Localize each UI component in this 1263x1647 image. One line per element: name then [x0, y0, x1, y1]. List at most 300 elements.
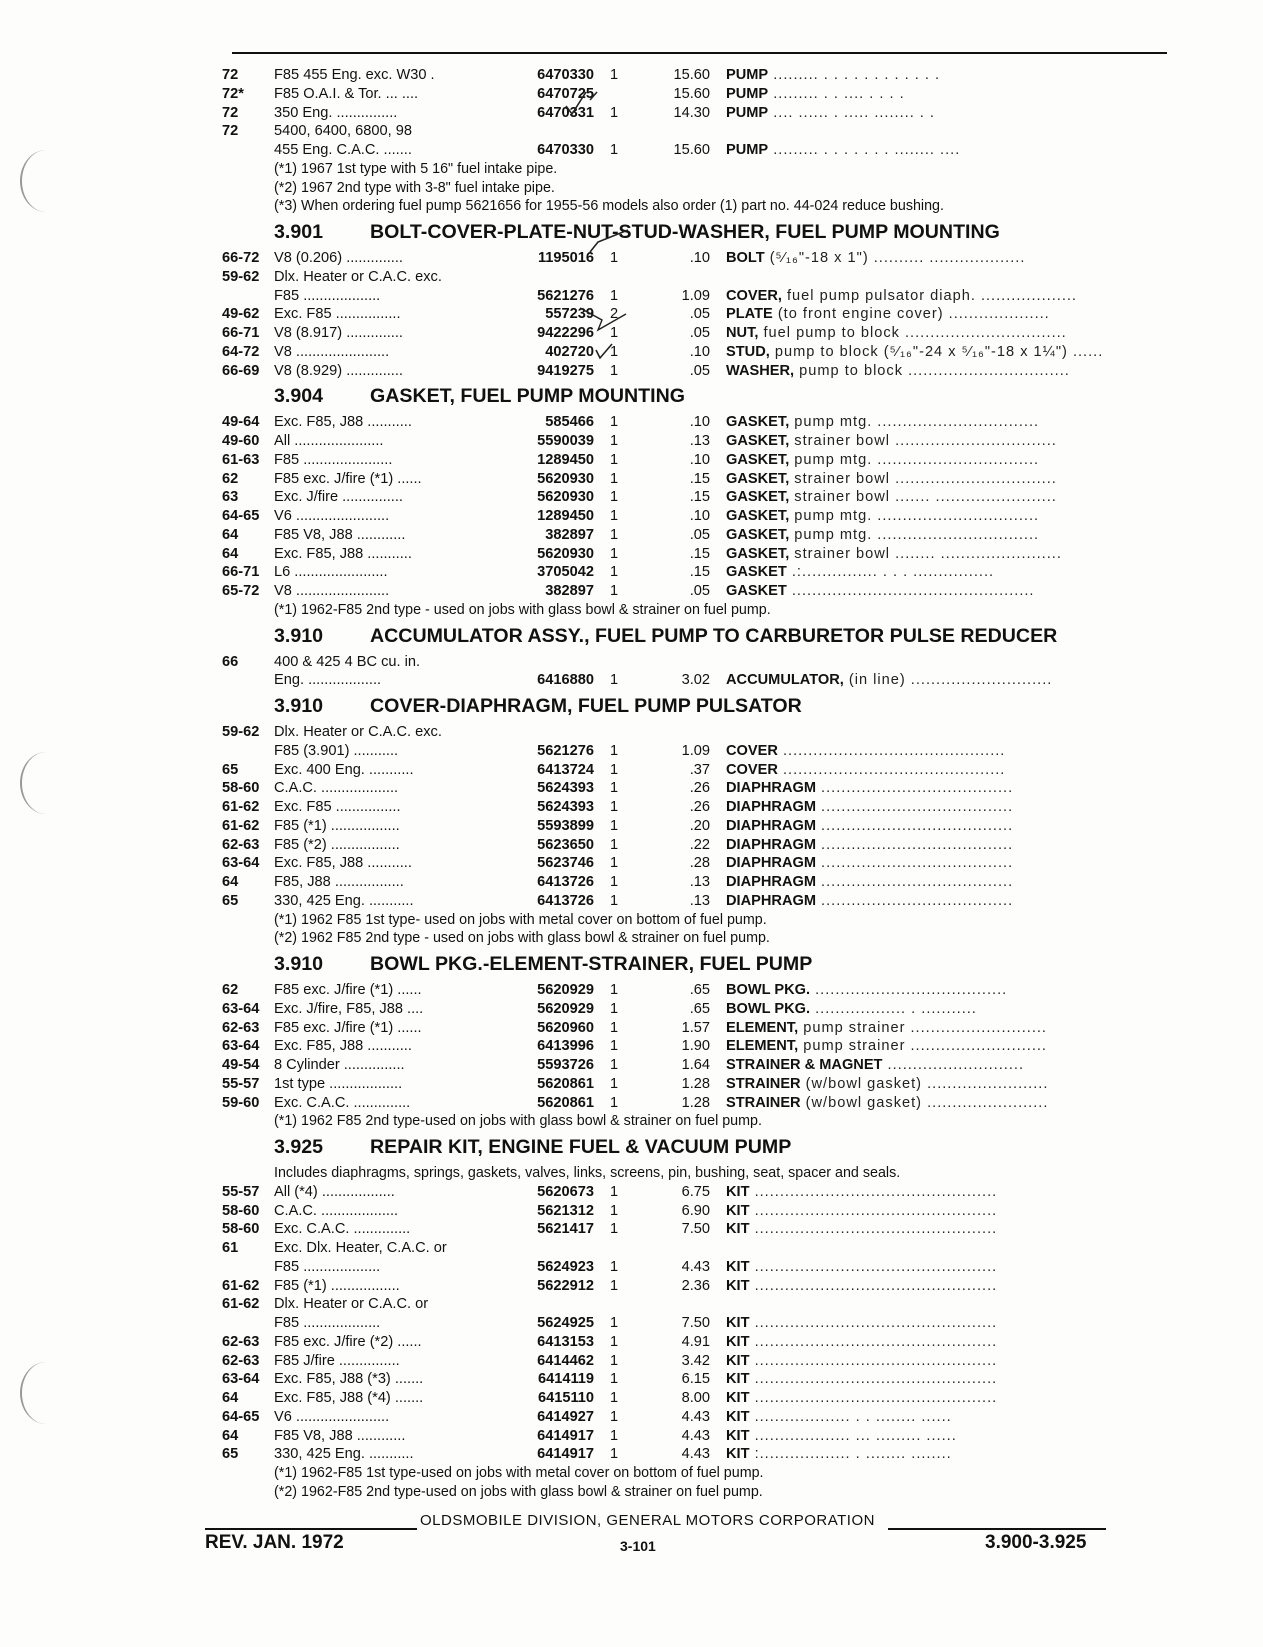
quantity: 1 — [610, 1019, 619, 1036]
application: Dlx. Heater or C.A.C. exc. — [274, 268, 442, 285]
quantity: 1 — [610, 1221, 619, 1238]
part-number: 6470330 — [537, 67, 594, 83]
part-number: 9419275 — [537, 362, 594, 379]
application: F85 exc. J/fire (*1) ...... — [274, 1019, 422, 1036]
list-price: 4.43 — [681, 1408, 710, 1425]
list-price: .05 — [689, 526, 710, 543]
part-name: KIT — [726, 1333, 750, 1350]
part-detail: ................................................ — [749, 1277, 998, 1294]
model-years: 58-60 — [222, 1221, 260, 1238]
quantity: 1 — [610, 287, 619, 304]
application: F85 (*1) ................. — [274, 817, 400, 834]
quantity: 1 — [610, 1352, 619, 1369]
quantity: 1 — [610, 1075, 619, 1092]
application: 1st type .................. — [274, 1075, 403, 1092]
part-number: 6415110 — [537, 1390, 594, 1406]
part-name: KIT — [726, 1446, 750, 1463]
model-years: 62-63 — [222, 1019, 260, 1036]
footnote: (*1) 1967 1st type with 5 16" fuel intake pipe. — [274, 160, 558, 177]
part-detail: :.................. . ........ ........ — [749, 1446, 952, 1463]
list-price: .05 — [689, 362, 710, 379]
list-price: .15 — [689, 545, 710, 562]
part-number: 5624393 — [537, 799, 594, 815]
footnote: (*3) When ordering fuel pump 5621656 for 1955-56 models also order (1) part no. 44-024 reduce bushing. — [274, 198, 944, 215]
section-number: 3.904 — [274, 385, 324, 408]
part-detail: pump mtg. ................................ — [789, 451, 1040, 468]
application: Exc. F85, J88 (*4) ....... — [274, 1390, 424, 1406]
part-number: 5620930 — [537, 545, 594, 562]
list-price: .26 — [689, 780, 710, 797]
quantity: 1 — [610, 325, 619, 341]
application: F85 (*1) ................. — [274, 1277, 400, 1294]
part-name: STRAINER — [726, 1075, 801, 1092]
quantity: 2 — [610, 306, 619, 323]
application: 455 Eng. C.A.C. ....... — [274, 142, 412, 158]
part-name: DIAPHRAGM — [726, 799, 816, 815]
model-years: 65 — [222, 892, 239, 909]
application: Exc. J/fire ............... — [274, 489, 403, 506]
part-name: KIT — [726, 1427, 750, 1444]
part-number: 5623650 — [537, 836, 594, 853]
model-years: 62 — [222, 470, 239, 487]
list-price: .05 — [689, 306, 710, 323]
model-years: 66-71 — [222, 325, 260, 341]
application: F85 exc. J/fire (*1) ...... — [274, 470, 422, 487]
application: 5400, 6400, 6800, 98 — [274, 123, 412, 140]
part-detail: ................................................ — [749, 1183, 998, 1200]
application: 8 Cylinder ............... — [274, 1057, 405, 1073]
part-name: BOLT — [726, 250, 765, 266]
part-detail: pump to block (⁵⁄₁₆"-24 x ⁵⁄₁₆"-18 x 1¼") ...... — [769, 343, 1104, 360]
part-number: 5620929 — [537, 982, 594, 998]
part-detail: ...................................... — [816, 836, 1014, 853]
model-years: 59-60 — [222, 1094, 260, 1111]
part-number: 402720 — [545, 343, 594, 360]
part-name: KIT — [726, 1183, 750, 1200]
list-price: 4.43 — [681, 1427, 710, 1444]
application: V8 ....................... — [274, 343, 390, 360]
quantity: 1 — [610, 545, 619, 562]
list-price: 1.28 — [681, 1075, 710, 1092]
application: F85 ................... — [274, 287, 381, 304]
quantity: 1 — [610, 1258, 619, 1275]
part-name: PLATE — [726, 306, 773, 323]
part-name: STUD, — [726, 343, 770, 360]
list-price: 1.64 — [681, 1057, 710, 1073]
model-years: 61-62 — [222, 1296, 260, 1313]
model-years: 63-64 — [222, 1038, 260, 1055]
part-name: DIAPHRAGM — [726, 836, 816, 853]
application: 330, 425 Eng. ........... — [274, 1446, 414, 1463]
quantity: 1 — [610, 672, 619, 689]
check-mark — [590, 92, 597, 100]
part-number: 6470725 — [537, 85, 594, 102]
application: F85 exc. J/fire (*1) ...... — [274, 982, 422, 998]
part-detail: ...................................... — [816, 817, 1014, 834]
part-number: 5621276 — [537, 287, 594, 304]
section-number: 3.910 — [274, 953, 324, 975]
part-number: 382897 — [545, 526, 594, 543]
application: Exc. F85 ................ — [274, 799, 401, 815]
part-detail: pump mtg. ................................ — [789, 508, 1040, 524]
model-years: 63-64 — [222, 855, 260, 872]
part-name: NUT, — [726, 325, 759, 341]
model-years: 64-72 — [222, 343, 260, 360]
application: F85 O.A.I. & Tor. ... .... — [274, 85, 419, 102]
application: Exc. C.A.C. .............. — [274, 1094, 411, 1111]
part-detail: ...................................... — [810, 982, 1008, 998]
part-detail: ...................................... — [816, 892, 1014, 909]
model-years: 72 — [222, 104, 239, 121]
part-detail: pump strainer ........................... — [798, 1019, 1047, 1036]
part-name: GASKET, — [726, 526, 790, 543]
list-price: 3.02 — [681, 672, 710, 689]
part-detail: ................................................ — [749, 1352, 998, 1369]
model-years: 55-57 — [222, 1075, 260, 1092]
part-number: 6413724 — [537, 761, 594, 778]
footnote: (*2) 1967 2nd type with 3-8" fuel intake pipe. — [274, 179, 555, 196]
part-detail: pump mtg. ................................ — [789, 526, 1040, 543]
list-price: 6.75 — [681, 1183, 710, 1200]
part-name: ACCUMULATOR, — [726, 672, 844, 689]
quantity: 1 — [610, 564, 619, 581]
part-detail: ................................................ — [749, 1390, 998, 1406]
check-mark — [596, 344, 612, 358]
application: F85 J/fire ............... — [274, 1352, 400, 1369]
part-number: 6470330 — [537, 142, 594, 158]
part-detail: ................................................ — [749, 1315, 998, 1331]
model-years: 49-60 — [222, 433, 260, 449]
list-price: .10 — [689, 414, 710, 431]
part-detail: ................... . . ........ ...... — [749, 1408, 952, 1425]
quantity: 1 — [610, 836, 619, 853]
quantity: 1 — [610, 855, 619, 872]
quantity: 1 — [610, 1333, 619, 1350]
part-detail: ...................................... — [816, 799, 1014, 815]
part-detail: ............................................ — [777, 742, 1006, 759]
part-name: WASHER, — [726, 362, 795, 379]
list-price: 3.42 — [681, 1352, 710, 1369]
list-price: .65 — [689, 982, 710, 998]
list-price: 1.09 — [681, 287, 710, 304]
section-number: 3.901 — [274, 221, 324, 243]
part-name: KIT — [726, 1371, 750, 1388]
application: F85, J88 ................. — [274, 874, 404, 890]
application: Exc. C.A.C. .............. — [274, 1221, 411, 1238]
model-years: 61-62 — [222, 817, 260, 834]
quantity: 1 — [610, 104, 619, 121]
part-detail: ............................................ — [777, 761, 1006, 778]
quantity: 1 — [610, 780, 619, 797]
part-detail: ......... . . . . . . . . . . . . — [768, 67, 941, 83]
list-price: 15.60 — [673, 142, 710, 158]
application: All ...................... — [274, 433, 384, 449]
model-years: 58-60 — [222, 1202, 260, 1219]
quantity: 1 — [610, 1446, 619, 1463]
part-number: 5620861 — [537, 1094, 594, 1111]
application: L6 ....................... — [274, 564, 388, 581]
section-title: GASKET, FUEL PUMP MOUNTING — [370, 385, 685, 408]
model-years: 61 — [222, 1240, 239, 1256]
model-years: 64 — [222, 545, 239, 562]
part-detail: ................................................ — [786, 583, 1035, 599]
application: Dlx. Heater or C.A.C. or — [274, 1296, 429, 1313]
list-price: 4.43 — [681, 1446, 710, 1463]
part-name: KIT — [726, 1390, 750, 1406]
list-price: 1.28 — [681, 1094, 710, 1111]
application: V8 (0.206) .............. — [274, 250, 403, 266]
model-years: 65-72 — [222, 583, 260, 599]
application: V8 (8.917) .............. — [274, 325, 403, 341]
part-detail: (⁵⁄₁₆"-18 x 1") .......... ................... — [764, 250, 1026, 266]
part-name: DIAPHRAGM — [726, 855, 816, 872]
quantity: 1 — [610, 414, 619, 431]
quantity: 1 — [610, 451, 619, 468]
quantity: 1 — [610, 1000, 619, 1017]
quantity: 1 — [610, 1094, 619, 1111]
quantity: 1 — [610, 67, 619, 83]
footnote: (*1) 1962 F85 1st type- used on jobs with metal cover on bottom of fuel pump. — [274, 911, 767, 928]
part-name: KIT — [726, 1221, 750, 1238]
part-detail: ................................................ — [749, 1221, 998, 1238]
part-detail: ......... . . . . . . . ........ .... — [768, 142, 961, 158]
model-years: 49-64 — [222, 414, 260, 431]
part-detail: ................... ... ......... ...... — [749, 1427, 957, 1444]
quantity: 1 — [610, 526, 619, 543]
list-price: 1.09 — [681, 742, 710, 759]
part-number: 6414917 — [537, 1446, 594, 1463]
part-number: 6416880 — [537, 672, 594, 689]
list-price: .28 — [689, 855, 710, 872]
list-price: .22 — [689, 836, 710, 853]
part-detail: (w/bowl gasket) ........................ — [800, 1094, 1049, 1111]
section-number: 3.910 — [274, 695, 324, 717]
model-years: 63 — [222, 489, 239, 506]
section-number: 3.910 — [274, 624, 324, 647]
part-number: 9422296 — [537, 325, 594, 341]
model-years: 72* — [222, 85, 244, 102]
part-name: BOWL PKG. — [726, 1000, 811, 1017]
part-name: GASKET, — [726, 470, 790, 487]
footnote: (*2) 1962-F85 2nd type-used on jobs with glass bowl & strainer on fuel pump. — [274, 1483, 763, 1500]
part-name: COVER — [726, 761, 778, 778]
application: F85 V8, J88 ............ — [274, 1427, 406, 1444]
quantity: 1 — [610, 343, 619, 360]
part-number: 5620929 — [537, 1000, 594, 1017]
part-detail: pump strainer ........................... — [798, 1038, 1047, 1055]
list-price: 15.60 — [673, 67, 710, 83]
list-price: 7.50 — [681, 1221, 710, 1238]
quantity: 1 — [610, 1427, 619, 1444]
part-name: DIAPHRAGM — [726, 892, 816, 909]
list-price: .10 — [689, 451, 710, 468]
list-price: .05 — [689, 583, 710, 599]
list-price: .15 — [689, 564, 710, 581]
list-price: .05 — [689, 325, 710, 341]
part-number: 557239 — [545, 306, 594, 323]
model-years: 64 — [222, 1390, 239, 1406]
list-price: .15 — [689, 470, 710, 487]
part-number: 6414119 — [537, 1371, 594, 1388]
quantity: 1 — [610, 1408, 619, 1425]
model-years: 61-62 — [222, 799, 260, 815]
list-price: .37 — [689, 761, 710, 778]
part-name: PUMP — [726, 104, 769, 121]
part-detail: ................................................ — [749, 1202, 998, 1219]
list-price: .10 — [689, 250, 710, 266]
model-years: 65 — [222, 761, 239, 778]
model-years: 64-65 — [222, 508, 260, 524]
part-number: 5620673 — [537, 1183, 594, 1200]
part-detail: fuel pump to block ................................ — [758, 325, 1067, 341]
part-number: 6414462 — [537, 1352, 594, 1369]
part-number: 6413153 — [537, 1333, 594, 1350]
part-number: 5624393 — [537, 780, 594, 797]
part-name: ELEMENT, — [726, 1038, 799, 1055]
part-detail: ................................................ — [749, 1258, 998, 1275]
list-price: .15 — [689, 489, 710, 506]
part-number: 5590039 — [537, 433, 594, 449]
application: 330, 425 Eng. ........... — [274, 892, 414, 909]
quantity: 1 — [610, 1277, 619, 1294]
quantity: 1 — [610, 489, 619, 506]
application: Exc. F85, J88 ........... — [274, 855, 412, 872]
list-price: 4.91 — [681, 1333, 710, 1350]
footer-section-range: 3.900-3.925 — [985, 1532, 1087, 1553]
list-price: 1.90 — [681, 1038, 710, 1055]
list-price: .65 — [689, 1000, 710, 1017]
quantity: 1 — [610, 583, 619, 599]
quantity: 1 — [610, 742, 619, 759]
model-years: 49-62 — [222, 306, 260, 323]
part-number: 5620930 — [537, 470, 594, 487]
part-number: 5593726 — [537, 1057, 594, 1073]
part-detail: fuel pump pulsator diaph. ................... — [781, 287, 1077, 304]
quantity: 1 — [610, 1183, 619, 1200]
application: Exc. F85, J88 ........... — [274, 1038, 412, 1055]
part-detail: ................................................ — [749, 1371, 998, 1388]
application: 350 Eng. ............... — [274, 104, 398, 121]
quantity: 1 — [610, 982, 619, 998]
part-name: GASKET, — [726, 414, 790, 431]
quantity: 1 — [610, 1202, 619, 1219]
model-years: 61-63 — [222, 451, 260, 468]
list-price: 15.60 — [673, 85, 710, 102]
part-name: BOWL PKG. — [726, 982, 811, 998]
list-price: 6.90 — [681, 1202, 710, 1219]
part-number: 3705042 — [537, 564, 594, 581]
part-detail: pump mtg. ................................ — [789, 414, 1040, 431]
footer-page-number: 3-101 — [620, 1538, 656, 1554]
part-name: DIAPHRAGM — [726, 817, 816, 834]
quantity: 1 — [610, 250, 619, 266]
model-years: 59-62 — [222, 268, 260, 285]
footnote: (*1) 1962-F85 2nd type - used on jobs with glass bowl & strainer on fuel pump. — [274, 601, 771, 618]
part-detail: strainer bowl ....... ........................ — [789, 489, 1057, 506]
application: F85 ................... — [274, 1258, 381, 1275]
model-years: 72 — [222, 67, 239, 83]
part-name: PUMP — [726, 142, 769, 158]
quantity: 1 — [610, 508, 619, 524]
part-detail: strainer bowl ........ ........................ — [789, 545, 1062, 562]
application: Exc. F85, J88 (*3) ....... — [274, 1371, 424, 1388]
model-years: 58-60 — [222, 780, 260, 797]
application: F85 exc. J/fire (*2) ...... — [274, 1333, 422, 1350]
part-name: PUMP — [726, 67, 769, 83]
part-detail: ...................................... — [816, 874, 1014, 890]
check-mark — [580, 308, 626, 330]
list-price: 7.50 — [681, 1315, 710, 1331]
application: Exc. F85 ................ — [274, 306, 401, 323]
model-years: 59-62 — [222, 724, 260, 740]
part-number: 6470331 — [537, 104, 594, 121]
footnote: (*2) 1962 F85 2nd type - used on jobs with glass bowl & strainer on fuel pump. — [274, 930, 770, 947]
part-number: 5621417 — [537, 1221, 594, 1238]
part-name: KIT — [726, 1315, 750, 1331]
part-name: KIT — [726, 1408, 750, 1425]
part-detail: (w/bowl gasket) ........................ — [800, 1075, 1049, 1092]
part-number: 5593899 — [537, 817, 594, 834]
application: C.A.C. ................... — [274, 1202, 399, 1219]
part-number: 5621312 — [537, 1202, 594, 1219]
part-name: GASKET — [726, 564, 787, 581]
part-name: KIT — [726, 1352, 750, 1369]
part-detail: ......... . . .... . . . . — [768, 85, 905, 102]
part-name: DIAPHRAGM — [726, 780, 816, 797]
part-name: GASKET, — [726, 451, 790, 468]
part-number: 5623746 — [537, 855, 594, 872]
list-price: 6.15 — [681, 1371, 710, 1388]
model-years: 63-64 — [222, 1000, 260, 1017]
part-number: 5620930 — [537, 489, 594, 506]
quantity: 1 — [610, 1038, 619, 1055]
quantity: 1 — [610, 470, 619, 487]
model-years: 61-62 — [222, 1277, 260, 1294]
part-detail: ...................................... — [816, 780, 1014, 797]
list-price: 4.43 — [681, 1258, 710, 1275]
part-name: STRAINER — [726, 1094, 801, 1111]
quantity: 1 — [610, 874, 619, 890]
list-price: 8.00 — [681, 1390, 710, 1406]
model-years: 64 — [222, 526, 239, 543]
list-price: 14.30 — [673, 104, 710, 121]
model-years: 64 — [222, 874, 239, 890]
part-name: KIT — [726, 1258, 750, 1275]
footnote: (*1) 1962 F85 2nd type-used on jobs with glass bowl & strainer on fuel pump. — [274, 1113, 762, 1130]
part-name: GASKET, — [726, 433, 790, 449]
model-years: 55-57 — [222, 1183, 260, 1200]
quantity: 1 — [610, 362, 619, 379]
application: Exc. 400 Eng. ........... — [274, 761, 414, 778]
application: F85 V8, J88 ............ — [274, 526, 406, 543]
section-number: 3.925 — [274, 1136, 324, 1158]
part-name: GASKET, — [726, 508, 790, 524]
quantity: 1 — [610, 892, 619, 909]
list-price: 2.36 — [681, 1277, 710, 1294]
section-title: BOLT-COVER-PLATE-NUT-STUD-WASHER, FUEL PUMP MOUNTING — [370, 221, 1000, 243]
application: V8 ....................... — [274, 583, 390, 599]
part-number: 5621276 — [537, 742, 594, 759]
quantity: 1 — [610, 1315, 619, 1331]
section-title: ACCUMULATOR ASSY., FUEL PUMP TO CARBURETOR PULSE REDUCER — [370, 624, 1058, 647]
part-number: 6413996 — [537, 1038, 594, 1055]
application: F85 ................... — [274, 1315, 381, 1331]
section-intro: Includes diaphragms, springs, gaskets, valves, links, screens, pin, bushing, seat, spacer and seals. — [274, 1165, 901, 1181]
model-years: 66-71 — [222, 564, 260, 581]
part-name: KIT — [726, 1277, 750, 1294]
part-number: 1195016 — [537, 250, 594, 266]
part-detail: ................................................ — [749, 1333, 998, 1350]
